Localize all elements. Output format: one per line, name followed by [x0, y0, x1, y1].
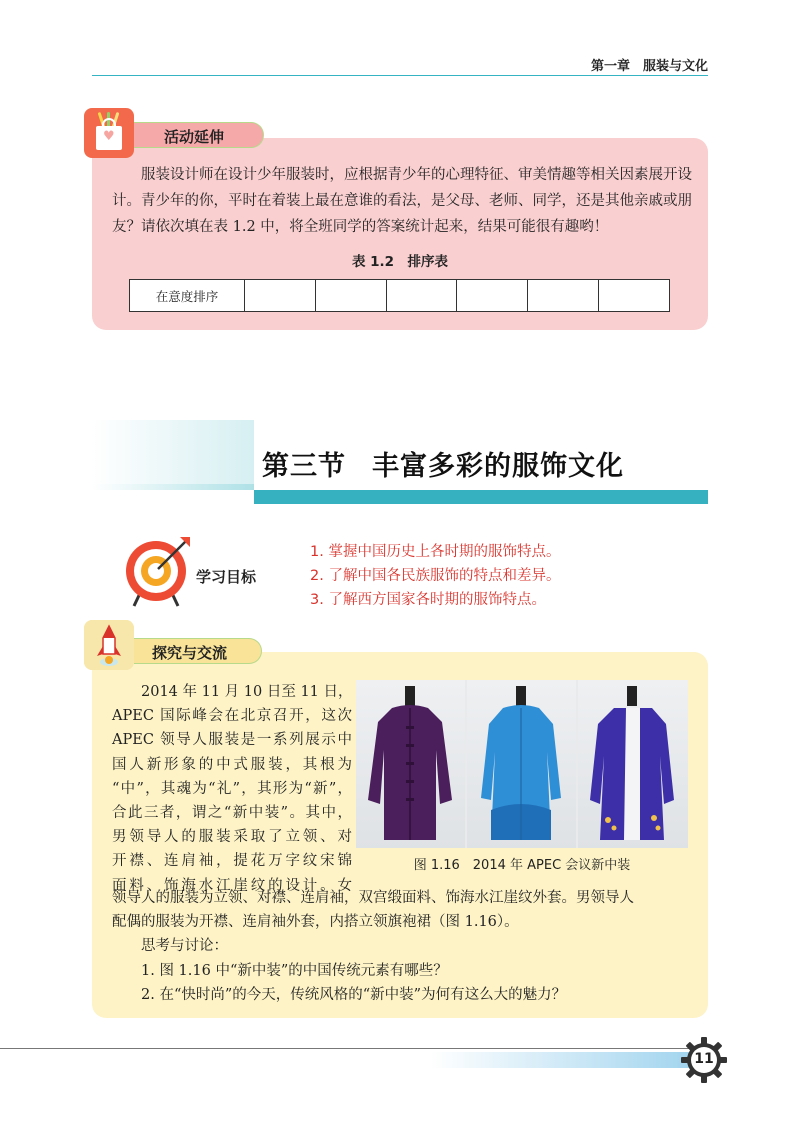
table-cell[interactable] [245, 280, 316, 312]
photo-panel [467, 680, 576, 848]
goal-item: 3. 了解西方国家各时期的服饰特点。 [310, 592, 546, 608]
question-item: 1. 图 1.16 中“新中装”的中国传统元素有哪些？ [141, 962, 448, 979]
text-line: 开襟、连肩袖，提花万字纹宋锦 [112, 853, 352, 870]
text-line: 国人新形象的中式服装，其根为 [112, 756, 352, 773]
explore-tab-label: 探究与交流 [152, 644, 228, 662]
running-header [92, 52, 708, 76]
page-number: 11 [694, 1051, 714, 1067]
text-line: “中”，其魂为“礼”，其形为“新”， [112, 780, 352, 797]
target-icon [120, 535, 192, 607]
section-number: 第三节 [262, 451, 346, 482]
figure-caption: 图 1.16 2014 年 APEC 会议新中装 [413, 858, 631, 873]
text-line: 合此三者，谓之“新中装”。其中， [112, 805, 352, 822]
table-title: 表 1.2 排序表 [351, 254, 449, 270]
goal-item: 2. 了解中国各民族服饰的特点和差异。 [310, 568, 561, 584]
section-title [262, 444, 624, 483]
table-row [130, 280, 670, 312]
footer-line [0, 1048, 700, 1049]
table-cell[interactable] [528, 280, 599, 312]
table-row-label: 在意度排序 [130, 280, 245, 312]
explore-text-left [112, 680, 352, 898]
section-name: 丰富多彩的服饰文化 [372, 451, 624, 482]
text-line: 配偶的服装为开襟、连肩袖外套，内搭立领旗袍裙（图 1.16）。 [112, 914, 519, 931]
goals-list [310, 540, 560, 612]
text-line: 领导人的服装为立领、对襟、连肩袖，双宫缎面料、饰海水江崖纹外套。男领导人 [112, 890, 634, 906]
figure-photo [356, 680, 688, 848]
discussion-title: 思考与讨论： [141, 938, 228, 955]
section-banner-bar [254, 490, 708, 504]
text-line: 2014 年 11 月 10 日至 11 日， [141, 684, 353, 700]
photo-panel [356, 680, 465, 848]
section-banner-light [92, 420, 254, 490]
activity-tab [134, 122, 264, 148]
photo-panel [578, 680, 688, 848]
goals-label: 学习目标 [196, 568, 257, 586]
shopping-bag-icon [84, 108, 134, 158]
text-line: 面料、饰海水江崖纹的设计。女 [112, 877, 352, 894]
explore-tab [134, 638, 262, 664]
table-cell[interactable] [386, 280, 457, 312]
ranking-table [129, 279, 670, 312]
activity-tab-label: 活动延伸 [164, 128, 225, 146]
text-line: 男领导人的服装采取了立领、对 [112, 829, 352, 846]
rocket-icon [84, 620, 134, 670]
activity-text: 服装设计师在设计少年服装时，应根据青少年的心理特征、审美情趣等相关因素展开设计。青少年的你，平时在着装上最在意谁的看法，是父母、老师、同学，还是其他亲戚或朋友？请依次填在表 1.2 中，将全班同学的答案统计起来，结果可能很有趣哟！ [112, 167, 692, 235]
footer-band [430, 1052, 700, 1068]
table-cell[interactable] [457, 280, 528, 312]
explore-text-full [112, 886, 692, 1007]
table-cell[interactable] [315, 280, 386, 312]
question-item: 2. 在“快时尚”的今天，传统风格的“新中装”为何有这么大的魅力？ [141, 986, 567, 1003]
table-cell[interactable] [599, 280, 670, 312]
chapter-title: 第一章 服装与文化 [590, 59, 708, 74]
text-line: APEC 国际峰会在北京召开，这次 [112, 708, 352, 725]
goal-item: 1. 掌握中国历史上各时期的服饰特点。 [310, 544, 561, 560]
text-line: APEC 领导人服装是一系列展示中 [112, 732, 352, 749]
